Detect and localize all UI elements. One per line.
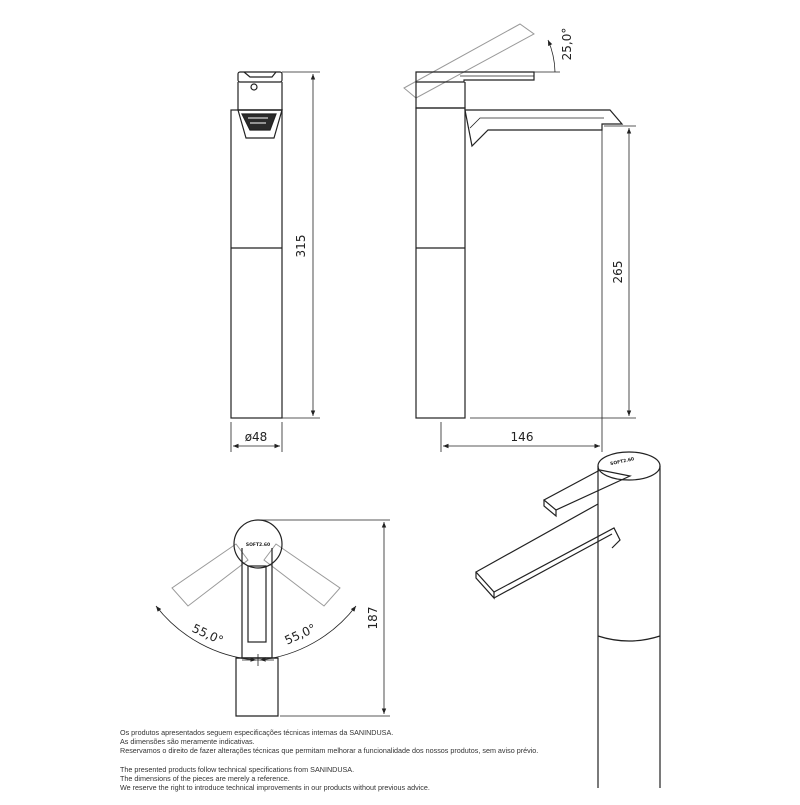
note-pt-3: Reservamos o direito de fazer alterações técnicas que permitam melhorar a funcionalidade dos nossos produtos, sem aviso prévio.: [120, 746, 539, 756]
dim-187-label: 187: [366, 606, 380, 630]
dim-265-label: 265: [611, 260, 625, 284]
plan-logo: SOFT2.60: [245, 543, 271, 548]
plan-spout: [236, 658, 278, 716]
note-en-1: The presented products follow technical specifications from SANINDUSA.: [120, 764, 355, 774]
plan-dimensions: [156, 520, 390, 716]
disclaimer-notes: [120, 728, 760, 792]
plan-handle-ghost-left: [172, 544, 248, 606]
front-aerator: [242, 114, 276, 130]
note-pt-1: Os produtos apresentados seguem especificações técnicas internas da SANINDUSA.: [120, 728, 394, 737]
iso-body-joint: [598, 636, 660, 641]
side-handle: [416, 72, 534, 82]
dim-146-label: 146: [510, 430, 534, 444]
front-body: [231, 110, 282, 418]
iso-spout-tip: [476, 572, 494, 598]
side-handle-ghost: [404, 24, 534, 98]
plan-handle-ghost-right: [264, 544, 340, 606]
front-handle-notch: [244, 72, 276, 77]
plan-handle-recess: [248, 566, 266, 642]
side-view: [404, 24, 622, 418]
plan-view: [172, 520, 340, 716]
iso-logo: SOFT2.60: [609, 457, 635, 468]
note-en-2: The dimensions of the pieces are merely a reference.: [120, 774, 290, 783]
dim-swivel-left-label: 55,0°: [189, 621, 226, 648]
note-en-3: We reserve the right to introduce technical improvements in our products without previous advice.: [120, 783, 430, 793]
front-dimensions: [231, 72, 320, 452]
side-body: [416, 108, 465, 418]
dim-swivel-right-label: 55,0°: [282, 621, 319, 648]
side-dimensions: [441, 40, 636, 452]
front-head: [238, 82, 282, 110]
iso-handle: [544, 470, 630, 510]
side-spout-edge: [470, 118, 604, 128]
side-head: [416, 82, 465, 108]
dim-angle-label: 25,0°: [560, 27, 574, 61]
front-view: [231, 72, 282, 418]
note-pt-2: As dimensões são meramente indicativas.: [120, 737, 255, 747]
dim-315-label: 315: [294, 234, 308, 258]
dim-angle-arc: [548, 40, 555, 72]
iso-spout-underside: [494, 534, 612, 598]
front-cartridge-dot: [251, 84, 257, 90]
dim-48-label: ø48: [244, 430, 268, 444]
side-spout: [465, 110, 622, 146]
